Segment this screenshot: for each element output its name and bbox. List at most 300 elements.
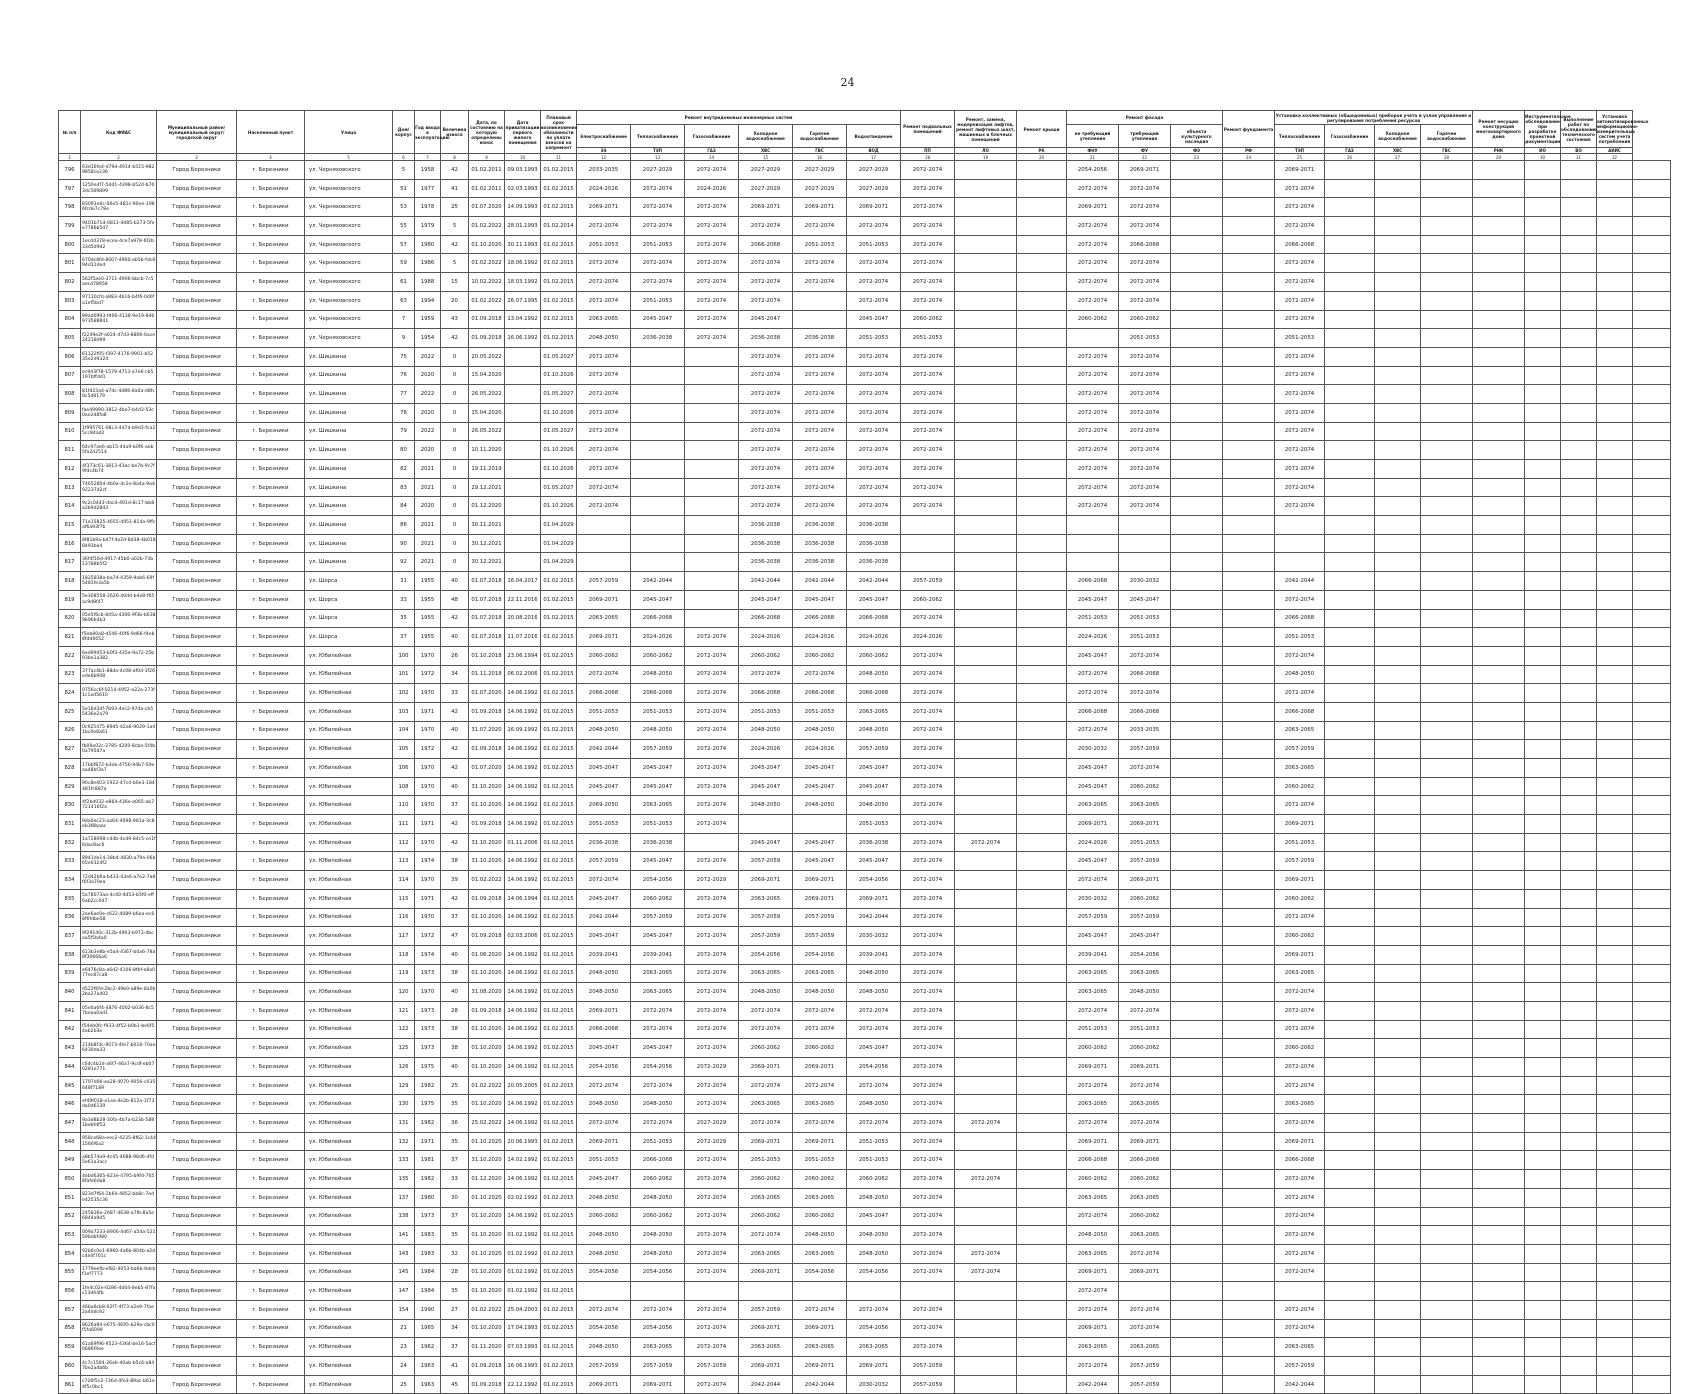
cell-sewer: 2039-2041	[847, 945, 901, 964]
cell-gas: 2072-2074	[685, 1300, 739, 1319]
cell-municipal: Город Березники	[157, 329, 237, 348]
cell-instr	[1525, 721, 1561, 740]
cell-fias-code: 61122f05-f397-4176-9901-b5235e2d9324	[81, 347, 157, 366]
cell-elevator	[955, 908, 1017, 927]
cell-year-built: 2022	[415, 347, 441, 366]
cell-roof	[1017, 852, 1067, 871]
cell-elec: 2048-2050	[577, 1338, 631, 1357]
table-row	[59, 1300, 1671, 1319]
cell-wear: 0	[441, 403, 469, 422]
cell-street: ул. Шишкина	[305, 385, 393, 404]
cell-hot-water: 2057-2059	[793, 908, 847, 927]
cell-m-heat: 2063-2065	[1275, 759, 1325, 778]
cell-facade-ins: 2072-2074	[1119, 291, 1171, 310]
cell-gas: 2072-2074	[685, 198, 739, 217]
cell-wear: 25	[441, 1076, 469, 1095]
cell-facade-ins: 2060-2062	[1119, 1170, 1171, 1189]
cell-m-gas	[1325, 1226, 1375, 1245]
cell-row-num: 823	[59, 665, 81, 684]
cell-m-hot	[1421, 1338, 1473, 1357]
cell-fias-code: 83091e0c-06e5-481c-90ee-1986fcde7c78e	[81, 198, 157, 217]
cell-wear: 37	[441, 1151, 469, 1170]
cell-year-built: 1958	[415, 161, 441, 180]
th-code: РК	[1017, 148, 1067, 154]
th-col-number: 16	[793, 154, 847, 161]
cell-facade-cult	[1171, 179, 1223, 198]
cell-m-heat: 2072-2074	[1275, 310, 1325, 329]
cell-year-built: 1971	[415, 702, 441, 721]
table-row	[59, 796, 1671, 815]
cell-gas: 2072-2074	[685, 1319, 739, 1338]
cell-m-hot	[1421, 889, 1473, 908]
cell-roof	[1017, 1132, 1067, 1151]
cell-row-num: 860	[59, 1357, 81, 1376]
cell-facade-no-ins: 2063-2065	[1067, 796, 1119, 815]
cell-m-cold	[1375, 1170, 1421, 1189]
cell-facade-cult	[1171, 422, 1223, 441]
cell-settlement: г. Березники	[237, 759, 305, 778]
cell-year-built: 1973	[415, 964, 441, 983]
cell-gas: 2072-2074	[685, 646, 739, 665]
cell-design	[1473, 1058, 1525, 1077]
cell-year-built: 1974	[415, 852, 441, 871]
th-code: ИО	[1525, 148, 1561, 154]
cell-roof	[1017, 534, 1067, 553]
cell-hot-water: 2069-2071	[793, 1319, 847, 1338]
cell-facade-ins: 2030-2032	[1119, 572, 1171, 591]
cell-hot-water	[793, 291, 847, 310]
cell-date-last: 31.10.2020	[469, 777, 505, 796]
cell-settlement: г. Березники	[237, 1001, 305, 1020]
cell-basement: 2072-2074	[901, 1095, 955, 1114]
cell-m-heat: 2072-2074	[1275, 1114, 1325, 1133]
cell-wear: 37	[441, 1338, 469, 1357]
cell-cold-water	[739, 815, 793, 834]
cell-deadline: 01.02.2015	[541, 1244, 577, 1263]
cell-facade-no-ins: 2051-2053	[1067, 1020, 1119, 1039]
cell-col-32	[1633, 702, 1671, 721]
cell-hot-water: 2045-2047	[793, 777, 847, 796]
cell-foundation	[1223, 1300, 1275, 1319]
cell-gas: 2072-2074	[685, 329, 739, 348]
cell-facade-no-ins: 2072-2074	[1067, 1001, 1119, 1020]
cell-basement: 2072-2074	[901, 1001, 955, 1020]
cell-fias-code: 1779eefb-ef82-4053-ba6b-9dcbf1ef7773	[81, 1263, 157, 1282]
th-code: ФУ	[1119, 148, 1171, 154]
cell-hot-water: 2063-2065	[793, 964, 847, 983]
cell-gas	[685, 572, 739, 591]
cell-row-num: 819	[59, 590, 81, 609]
cell-instr	[1525, 1076, 1561, 1095]
cell-install	[1597, 310, 1633, 329]
cell-cold-water: 2072-2074	[739, 403, 793, 422]
cell-roof	[1017, 1244, 1067, 1263]
cell-roof	[1017, 1263, 1067, 1282]
cell-design	[1473, 1263, 1525, 1282]
th-col-number: 32	[1597, 154, 1633, 161]
cell-year-built: 2020	[415, 403, 441, 422]
cell-m-hot	[1421, 609, 1473, 628]
th-col-number: 14	[685, 154, 739, 161]
cell-hot-water: 2066-2068	[793, 609, 847, 628]
cell-facade-cult	[1171, 702, 1223, 721]
cell-m-gas	[1325, 1151, 1375, 1170]
cell-cold-water: 2072-2074	[739, 273, 793, 292]
cell-basement: 2060-2062	[901, 310, 955, 329]
cell-facade-no-ins: 2045-2047	[1067, 590, 1119, 609]
cell-wear: 20	[441, 291, 469, 310]
cell-elevator	[955, 945, 1017, 964]
table-row	[59, 217, 1671, 236]
cell-m-heat: 2069-2071	[1275, 1132, 1325, 1151]
cell-row-num: 851	[59, 1188, 81, 1207]
cell-elevator	[955, 460, 1017, 479]
cell-heat	[631, 497, 685, 516]
cell-street: ул. Шишкина	[305, 460, 393, 479]
cell-m-hot	[1421, 310, 1473, 329]
cell-date-priv: 01.02.1992	[505, 1282, 541, 1301]
cell-m-gas	[1325, 1095, 1375, 1114]
cell-design	[1473, 908, 1525, 927]
th-cold: Холодное водоснабжение	[739, 125, 793, 148]
cell-heat: 2060-2062	[631, 889, 685, 908]
cell-heat: 2072-2074	[631, 1001, 685, 1020]
cell-sewer: 2069-2071	[847, 198, 901, 217]
cell-cold-water: 2069-2071	[739, 1319, 793, 1338]
cell-m-heat: 2072-2074	[1275, 1300, 1325, 1319]
cell-street: ул. Юбилейная	[305, 964, 393, 983]
cell-gas: 2072-2074	[685, 1226, 739, 1245]
cell-roof	[1017, 945, 1067, 964]
cell-basement: 2072-2074	[901, 927, 955, 946]
th-code: ВО	[1561, 148, 1597, 154]
cell-cold-water: 2048-2050	[739, 983, 793, 1002]
cell-settlement: г. Березники	[237, 796, 305, 815]
cell-row-num: 832	[59, 833, 81, 852]
cell-elec: 2057-2059	[577, 852, 631, 871]
cell-fias-code: 1a728098-cd4b-4cd9-84c5-ce1f6dac8ac6	[81, 833, 157, 852]
cell-settlement: г. Березники	[237, 347, 305, 366]
cell-sewer: 2072-2074	[847, 1001, 901, 1020]
cell-col-32	[1633, 235, 1671, 254]
th-col-number: 21	[1067, 154, 1119, 161]
cell-works	[1561, 1357, 1597, 1376]
cell-date-priv: 16.06.1992	[505, 329, 541, 348]
cell-m-heat: 2069-2071	[1275, 945, 1325, 964]
cell-facade-ins: 2048-2050	[1119, 983, 1171, 1002]
cell-facade-cult	[1171, 516, 1223, 535]
cell-instr	[1525, 759, 1561, 778]
cell-sewer: 2060-2062	[847, 646, 901, 665]
cell-municipal: Город Березники	[157, 871, 237, 890]
cell-instr	[1525, 740, 1561, 759]
cell-year-built: 1973	[415, 1020, 441, 1039]
table-row	[59, 366, 1671, 385]
cell-street: ул. Юбилейная	[305, 1095, 393, 1114]
cell-elec: 2045-2047	[577, 777, 631, 796]
cell-settlement: г. Березники	[237, 1244, 305, 1263]
cell-fias-code: 1ecdd378-ecea-4ce7a978-6f2b33d5d9d2	[81, 235, 157, 254]
cell-deadline: 01.02.2015	[541, 1375, 577, 1394]
cell-street: ул. Юбилейная	[305, 1357, 393, 1376]
cell-m-hot	[1421, 777, 1473, 796]
cell-works	[1561, 161, 1597, 180]
cell-heat	[631, 1282, 685, 1301]
cell-elec: 2069-2071	[577, 1375, 631, 1394]
cell-facade-cult	[1171, 777, 1223, 796]
cell-m-heat: 2069-2071	[1275, 815, 1325, 834]
cell-year-built: 1971	[415, 815, 441, 834]
cell-col-32	[1633, 1151, 1671, 1170]
cell-install	[1597, 609, 1633, 628]
cell-instr	[1525, 1338, 1561, 1357]
cell-settlement: г. Березники	[237, 1020, 305, 1039]
cell-facade-no-ins: 2072-2074	[1067, 273, 1119, 292]
cell-m-gas	[1325, 1188, 1375, 1207]
cell-instr	[1525, 1151, 1561, 1170]
cell-foundation	[1223, 889, 1275, 908]
cell-date-last: 10.11.2020	[469, 441, 505, 460]
cell-date-priv: 14.06.1992	[505, 1039, 541, 1058]
cell-facade-cult	[1171, 1095, 1223, 1114]
cell-basement: 2072-2074	[901, 1132, 955, 1151]
cell-date-last: 15.04.2020	[469, 366, 505, 385]
th-code: ГВС	[1421, 148, 1473, 154]
cell-m-heat: 2066-2068	[1275, 1151, 1325, 1170]
cell-sewer: 2048-2050	[847, 721, 901, 740]
cell-design	[1473, 385, 1525, 404]
cell-design	[1473, 609, 1525, 628]
cell-deadline: 01.02.2015	[541, 1170, 577, 1189]
cell-m-gas	[1325, 553, 1375, 572]
cell-facade-cult	[1171, 1132, 1223, 1151]
cell-settlement: г. Березники	[237, 1263, 305, 1282]
cell-wear: 42	[441, 609, 469, 628]
cell-foundation	[1223, 1114, 1275, 1133]
cell-facade-cult	[1171, 385, 1223, 404]
cell-m-hot	[1421, 198, 1473, 217]
cell-foundation	[1223, 1375, 1275, 1394]
table-row	[59, 628, 1671, 647]
cell-date-last: 01.10.2020	[469, 1244, 505, 1263]
cell-row-num: 840	[59, 983, 81, 1002]
cell-heat	[631, 422, 685, 441]
cell-elec: 2024-2026	[577, 179, 631, 198]
cell-deadline: 01.02.2015	[541, 740, 577, 759]
cell-m-gas	[1325, 964, 1375, 983]
cell-deadline: 01.02.2015	[541, 1319, 577, 1338]
cell-gas: 2072-2074	[685, 889, 739, 908]
cell-settlement: г. Березники	[237, 516, 305, 535]
cell-row-num: 807	[59, 366, 81, 385]
cell-basement: 2072-2074	[901, 684, 955, 703]
cell-cold-water: 2072-2074	[739, 1226, 793, 1245]
cell-fias-code: 5e308558-2626-40dd-b4e8-f65ac9d8f47	[81, 590, 157, 609]
cell-municipal: Город Березники	[157, 1151, 237, 1170]
cell-street: ул. Юбилейная	[305, 702, 393, 721]
cell-wear: 40	[441, 572, 469, 591]
cell-foundation	[1223, 1095, 1275, 1114]
cell-fias-code: 214b8f3c-9073-4fe7-b016-70ae6430da33	[81, 1039, 157, 1058]
cell-deadline: 01.02.2015	[541, 646, 577, 665]
cell-elec: 2069-2071	[577, 1132, 631, 1151]
cell-roof	[1017, 422, 1067, 441]
cell-works	[1561, 1226, 1597, 1245]
cell-facade-ins: 2066-2068	[1119, 702, 1171, 721]
cell-instr	[1525, 534, 1561, 553]
cell-m-hot	[1421, 983, 1473, 1002]
cell-cold-water: 2069-2071	[739, 1357, 793, 1376]
cell-year-built: 2020	[415, 497, 441, 516]
th-house: Дом/корпус	[393, 111, 415, 154]
cell-sewer: 2072-2074	[847, 1076, 901, 1095]
cell-hot-water: 2036-2038	[793, 329, 847, 348]
cell-gas	[685, 403, 739, 422]
cell-basement: 2072-2074	[901, 403, 955, 422]
cell-sewer: 2066-2068	[847, 609, 901, 628]
th-col-number: 6	[393, 154, 415, 161]
cell-m-heat: 2072-2074	[1275, 291, 1325, 310]
cell-m-hot	[1421, 628, 1473, 647]
cell-municipal: Город Березники	[157, 777, 237, 796]
cell-date-last: 01.09.2018	[469, 1357, 505, 1376]
cell-basement: 2072-2074	[901, 478, 955, 497]
th-roof: Ремонт крыши	[1017, 111, 1067, 148]
cell-elevator	[955, 1039, 1017, 1058]
cell-heat: 2036-2038	[631, 833, 685, 852]
cell-foundation	[1223, 1058, 1275, 1077]
cell-municipal: Город Березники	[157, 833, 237, 852]
cell-col-32	[1633, 796, 1671, 815]
cell-house: 61	[393, 273, 415, 292]
cell-sewer: 2045-2047	[847, 759, 901, 778]
cell-fias-code: 9a3d8b28-30fa-4b7a-b23b-5881bebfdf53	[81, 1114, 157, 1133]
cell-instr	[1525, 945, 1561, 964]
cell-sewer: 2045-2047	[847, 1039, 901, 1058]
cell-date-last: 01.10.2020	[469, 1319, 505, 1338]
th-elec: Электроснабжение	[577, 125, 631, 148]
cell-works	[1561, 1319, 1597, 1338]
cell-settlement: г. Березники	[237, 1058, 305, 1077]
cell-cold-water: 2048-2050	[739, 721, 793, 740]
th-works: Выполнение работ по обследованию технического состояния	[1561, 111, 1597, 148]
cell-row-num: 822	[59, 646, 81, 665]
cell-col-32	[1633, 1020, 1671, 1039]
cell-house: 23	[393, 1338, 415, 1357]
cell-gas: 2072-2074	[685, 273, 739, 292]
cell-roof	[1017, 217, 1067, 236]
cell-heat: 2039-2041	[631, 945, 685, 964]
cell-facade-cult	[1171, 665, 1223, 684]
cell-elec	[577, 553, 631, 572]
cell-facade-cult	[1171, 740, 1223, 759]
cell-row-num: 813	[59, 478, 81, 497]
cell-date-last: 01.09.2018	[469, 329, 505, 348]
cell-date-last: 20.05.2022	[469, 347, 505, 366]
cell-m-cold	[1375, 590, 1421, 609]
cell-deadline: 01.05.2027	[541, 478, 577, 497]
cell-street: ул. Юбилейная	[305, 815, 393, 834]
cell-works	[1561, 1020, 1597, 1039]
cell-sewer: 2069-2071	[847, 889, 901, 908]
th-code: ГАЗ	[1325, 148, 1375, 154]
cell-fias-code: 4f2bd032-e864-436e-a065-ab7721416f2a	[81, 796, 157, 815]
cell-facade-ins: 2045-2047	[1119, 927, 1171, 946]
cell-m-cold	[1375, 1244, 1421, 1263]
cell-m-heat: 2051-2053	[1275, 833, 1325, 852]
cell-m-gas	[1325, 1319, 1375, 1338]
cell-fias-code: 97110cfd-a883-4b16-b4f6-0d0fa1ef5bd7	[81, 291, 157, 310]
cell-facade-cult	[1171, 1263, 1223, 1282]
cell-settlement: г. Березники	[237, 1151, 305, 1170]
cell-fias-code: 1825838a-ba74-4359-9ab6-69f5481fe3a5b	[81, 572, 157, 591]
cell-m-cold	[1375, 646, 1421, 665]
cell-gas: 2072-2074	[685, 945, 739, 964]
cell-deadline: 01.02.2015	[541, 572, 577, 591]
cell-year-built: 1955	[415, 609, 441, 628]
cell-wear: 15	[441, 273, 469, 292]
cell-deadline: 01.02.2015	[541, 254, 577, 273]
cell-facade-cult	[1171, 217, 1223, 236]
cell-settlement: г. Березники	[237, 1207, 305, 1226]
cell-house: 116	[393, 908, 415, 927]
cell-fias-code: 8f81b9a-b47f-4a2d-8d38-4b0188493ba4	[81, 534, 157, 553]
cell-works	[1561, 235, 1597, 254]
cell-works	[1561, 460, 1597, 479]
cell-heat	[631, 403, 685, 422]
cell-m-hot	[1421, 1058, 1473, 1077]
cell-date-last: 01.02.2022	[469, 1300, 505, 1319]
cell-year-built: 1972	[415, 665, 441, 684]
cell-facade-no-ins: 2057-2059	[1067, 908, 1119, 927]
cell-gas	[685, 516, 739, 535]
cell-sewer: 2072-2074	[847, 497, 901, 516]
table-row	[59, 889, 1671, 908]
table-row	[59, 1058, 1671, 1077]
cell-elec: 2069-2071	[577, 198, 631, 217]
cell-install	[1597, 777, 1633, 796]
cell-date-last: 01.10.2020	[469, 1263, 505, 1282]
cell-house: 118	[393, 945, 415, 964]
cell-m-hot	[1421, 385, 1473, 404]
cell-elevator: 2072-2074	[955, 1170, 1017, 1189]
cell-fias-code: 05e0a6f4-4876-4002-b036-8c57beaa0ad1	[81, 1001, 157, 1020]
cell-municipal: Город Березники	[157, 1114, 237, 1133]
cell-basement: 2072-2074	[901, 161, 955, 180]
cell-gas: 2072-2029	[685, 1058, 739, 1077]
cell-fias-code: 562f5ae0-3711-4906-bbcb-7c5aecd78958	[81, 273, 157, 292]
cell-date-last: 01.02.2022	[469, 217, 505, 236]
cell-works	[1561, 1188, 1597, 1207]
cell-sewer: 2066-2068	[847, 684, 901, 703]
cell-roof	[1017, 1357, 1067, 1376]
cell-m-cold	[1375, 740, 1421, 759]
cell-wear: 43	[441, 310, 469, 329]
cell-elevator	[955, 366, 1017, 385]
cell-roof	[1017, 1001, 1067, 1020]
cell-m-cold	[1375, 385, 1421, 404]
cell-heat: 2042-2044	[631, 572, 685, 591]
cell-fias-code: 74652804-4b0a-4c2e-8a4a-9a492237d2cf	[81, 478, 157, 497]
cell-works	[1561, 871, 1597, 890]
cell-roof	[1017, 460, 1067, 479]
cell-m-cold	[1375, 161, 1421, 180]
cell-facade-ins: 2069-2071	[1119, 1263, 1171, 1282]
cell-sewer: 2063-2065	[847, 1338, 901, 1357]
cell-foundation	[1223, 1338, 1275, 1357]
cell-facade-no-ins: 2072-2074	[1067, 179, 1119, 198]
cell-facade-no-ins: 2072-2074	[1067, 1076, 1119, 1095]
